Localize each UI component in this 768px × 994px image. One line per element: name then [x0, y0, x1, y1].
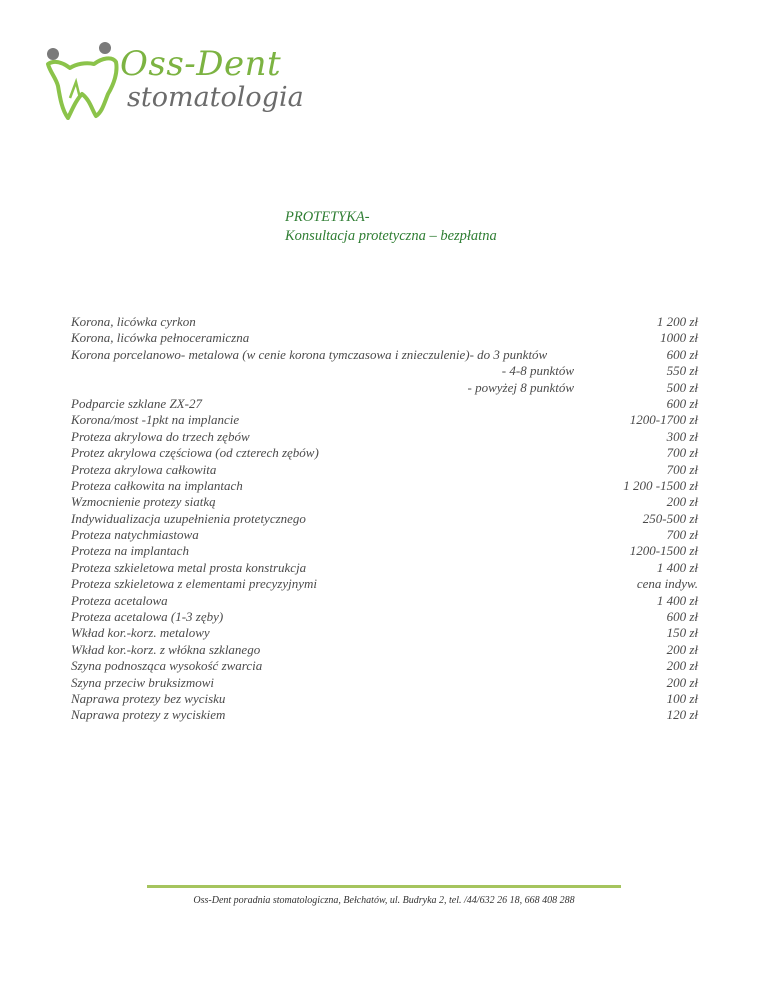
price-row	[71, 462, 698, 478]
service-price: 500 zł	[666, 379, 698, 395]
service-price: 100 zł	[666, 690, 698, 706]
service-price: 200 zł	[666, 658, 698, 674]
service-name: Proteza całkowita na implantach	[71, 477, 243, 493]
price-row	[71, 511, 698, 527]
service-price: 200 zł	[666, 674, 698, 690]
service-name: Naprawa protezy bez wycisku	[71, 690, 226, 706]
service-price: 1 200 -1500 zł	[623, 477, 698, 493]
section-title: PROTETYKA-	[285, 209, 370, 225]
price-row	[71, 347, 698, 363]
consultation-note: Konsultacja protetyczna – bezpłatna	[285, 228, 497, 244]
service-price: 120 zł	[666, 707, 698, 723]
price-row	[71, 593, 698, 609]
service-price: 200 zł	[666, 641, 698, 657]
service-name: Proteza acetalowa	[71, 592, 168, 608]
service-price: 700 zł	[666, 445, 698, 461]
service-price: 1000 zł	[660, 330, 698, 346]
service-price: 200 zł	[666, 494, 698, 510]
service-price: cena indyw.	[636, 576, 698, 592]
service-name: Proteza szkieletowa metal prosta konstrukcja	[71, 559, 307, 575]
service-price: 250-500 zł	[642, 510, 698, 526]
price-row	[71, 707, 698, 723]
price-row	[71, 380, 698, 396]
price-row	[71, 429, 698, 445]
price-row	[71, 445, 698, 461]
footer-address: Oss-Dent poradnia stomatologiczna, Bełchatów, ul. Budryka 2, tel. /44/632 26 18, 668 408 288	[193, 895, 575, 906]
price-row	[71, 675, 698, 691]
logo-name: Oss-Dent	[120, 44, 282, 84]
price-row	[71, 560, 698, 576]
service-price: 600 zł	[666, 609, 698, 625]
service-price: 550 zł	[666, 363, 698, 379]
price-row	[71, 625, 698, 641]
service-name: Proteza akrylowa do trzech zębów	[71, 428, 250, 444]
service-name: Podparcie szklane ZX-27	[71, 395, 202, 411]
service-name: Korona, licówka cyrkon	[71, 314, 196, 329]
service-name: - powyżej 8 punktów	[467, 379, 574, 395]
price-row	[71, 330, 698, 346]
service-price: 1200-1500 zł	[629, 543, 698, 559]
service-name: Proteza acetalowa (1-3 zęby)	[71, 609, 224, 625]
price-row	[71, 642, 698, 658]
service-name: Proteza na implantach	[71, 543, 189, 559]
footer-divider	[147, 885, 621, 888]
price-row	[71, 412, 698, 428]
price-row	[71, 658, 698, 674]
service-price: 300 zł	[666, 428, 698, 444]
price-row	[71, 543, 698, 559]
service-name: Wkład kor.-korz. metalowy	[71, 625, 210, 641]
price-row	[71, 478, 698, 494]
service-name: Proteza szkieletowa z elementami precyzyjnymi	[71, 576, 317, 592]
price-row	[71, 576, 698, 592]
price-row	[71, 396, 698, 412]
service-name: Korona/most -1pkt na implancie	[71, 412, 240, 428]
service-name: Korona, licówka pełnoceramiczna	[71, 330, 250, 346]
service-name: Proteza natychmiastowa	[71, 527, 199, 543]
logo	[40, 38, 304, 128]
price-row	[71, 527, 698, 543]
service-price: 1200-1700 zł	[629, 412, 698, 428]
service-name: Naprawa protezy z wyciskiem	[71, 707, 226, 723]
price-row	[71, 314, 698, 330]
service-name: Korona porcelanowo- metalowa (w cenie korona tymczasowa i znieczulenie)- do 3 punktów	[71, 346, 548, 362]
service-price: 600 zł	[666, 395, 698, 411]
service-name: Szyna podnosząca wysokość zwarcia	[71, 658, 263, 674]
service-price: 150 zł	[666, 625, 698, 641]
price-row	[71, 691, 698, 707]
service-price: 1 400 zł	[656, 559, 698, 575]
tooth-people-icon	[40, 38, 122, 120]
service-name: Proteza akrylowa całkowita	[71, 461, 217, 477]
price-row	[71, 494, 698, 510]
service-price: 700 zł	[666, 461, 698, 477]
price-row	[71, 363, 698, 379]
service-name: Wzmocnienie protezy siatką	[71, 494, 216, 510]
price-list	[71, 314, 698, 724]
service-price: 1 200 zł	[656, 314, 698, 329]
service-price: 600 zł	[666, 346, 698, 362]
service-price: 1 400 zł	[656, 592, 698, 608]
service-name: Indywidualizacja uzupełnienia protetycznego	[71, 510, 306, 526]
service-name: Protez akrylowa częściowa (od czterech zębów)	[71, 445, 319, 461]
service-price: 700 zł	[666, 527, 698, 543]
price-row	[71, 609, 698, 625]
logo-subtitle: stomatologia	[127, 82, 304, 113]
service-name: Szyna przeciw bruksizmowi	[71, 674, 214, 690]
section-heading	[285, 208, 497, 246]
service-name: - 4-8 punktów	[501, 363, 574, 379]
service-name: Wkład kor.-korz. z włókna szklanego	[71, 641, 261, 657]
